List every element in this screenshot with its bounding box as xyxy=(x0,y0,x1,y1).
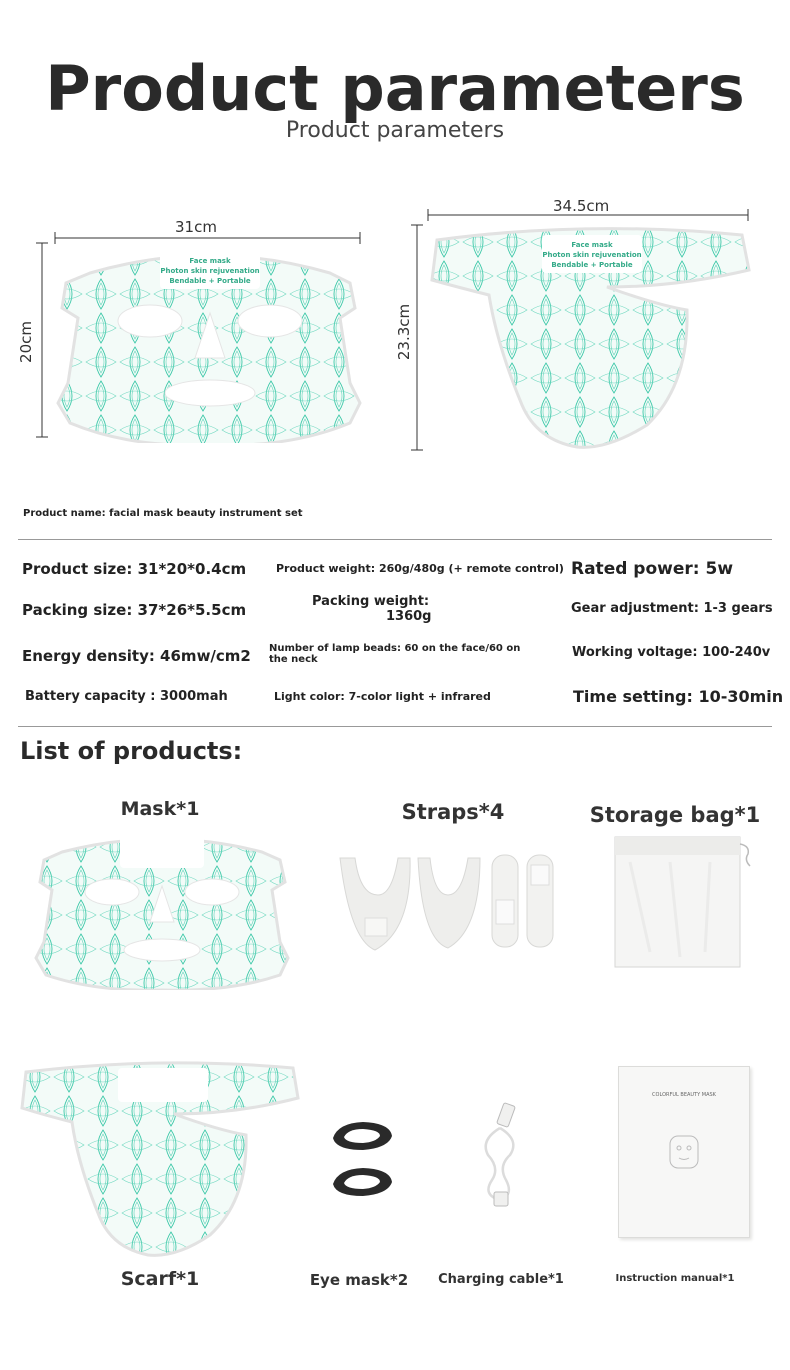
scarf-width-label: 34.5cm xyxy=(553,197,610,215)
neck-scarf-image xyxy=(427,225,752,450)
mask-diagram xyxy=(15,215,375,445)
eye-mask-image xyxy=(328,1118,398,1203)
spec-power: Rated power: 5w xyxy=(571,559,734,579)
spec-packing-size: Packing size: 37*26*5.5cm xyxy=(22,601,247,619)
charging-cable-image xyxy=(470,1100,530,1210)
scarf-print-1: Face mask xyxy=(571,241,613,249)
mask-print-3: Bendable + Portable xyxy=(169,277,251,285)
page-subtitle: Product parameters xyxy=(285,118,505,143)
mask-height-label: 20cm xyxy=(16,321,35,363)
item-label-mask: Mask*1 xyxy=(120,798,200,820)
face-mask-image xyxy=(50,243,370,443)
item-label-manual: Instruction manual*1 xyxy=(615,1273,735,1284)
scarf-diagram xyxy=(395,195,765,455)
spec-time: Time setting: 10-30min xyxy=(573,687,784,706)
spec-voltage: Working voltage: 100-240v xyxy=(572,645,771,660)
spec-packing-weight-1: Packing weight: xyxy=(312,594,430,609)
mask-width-label: 31cm xyxy=(175,218,217,236)
item-label-bag: Storage bag*1 xyxy=(589,803,761,827)
item-label-cable: Charging cable*1 xyxy=(438,1272,564,1287)
manual-face-icon xyxy=(664,1132,704,1172)
spec-packing-weight-2: 1360g xyxy=(386,609,432,624)
storage-bag-image xyxy=(610,832,755,972)
mask-print-1: Face mask xyxy=(189,257,231,265)
spec-energy: Energy density: 46mw/cm2 xyxy=(22,647,251,665)
spec-lamp-1: Number of lamp beads: 60 on the face/60 on xyxy=(269,643,521,654)
mask-print-2: Photon skin rejuvenation xyxy=(160,267,260,275)
page-title: Product parameters xyxy=(45,52,745,125)
manual-cover-text: COLORFUL BEAUTY MASK xyxy=(652,1092,716,1098)
spec-weight: Product weight: 260g/480g (+ remote control) xyxy=(276,562,564,575)
spec-gear: Gear adjustment: 1-3 gears xyxy=(571,601,773,616)
spec-size: Product size: 31*20*0.4cm xyxy=(22,560,247,578)
scarf-print-2: Photon skin rejuvenation xyxy=(542,251,642,259)
straps-image xyxy=(330,850,560,960)
divider-top xyxy=(18,539,772,540)
item-label-eye: Eye mask*2 xyxy=(309,1271,409,1289)
scarf-height-label: 23.3cm xyxy=(395,303,414,361)
scarf-product-image xyxy=(18,1060,303,1260)
product-name: Product name: facial mask beauty instrument set xyxy=(23,508,303,519)
spec-light: Light color: 7-color light + infrared xyxy=(274,690,491,703)
list-title: List of products: xyxy=(20,737,243,765)
instruction-manual-image xyxy=(618,1066,750,1238)
scarf-print-3: Bendable + Portable xyxy=(551,261,633,269)
mask-product-image xyxy=(30,830,295,990)
item-label-scarf: Scarf*1 xyxy=(120,1268,200,1290)
spec-lamp-2: the neck xyxy=(269,654,318,665)
item-label-straps: Straps*4 xyxy=(401,800,505,824)
divider-bottom xyxy=(18,726,772,727)
spec-battery: Battery capacity : 3000mah xyxy=(25,689,228,704)
